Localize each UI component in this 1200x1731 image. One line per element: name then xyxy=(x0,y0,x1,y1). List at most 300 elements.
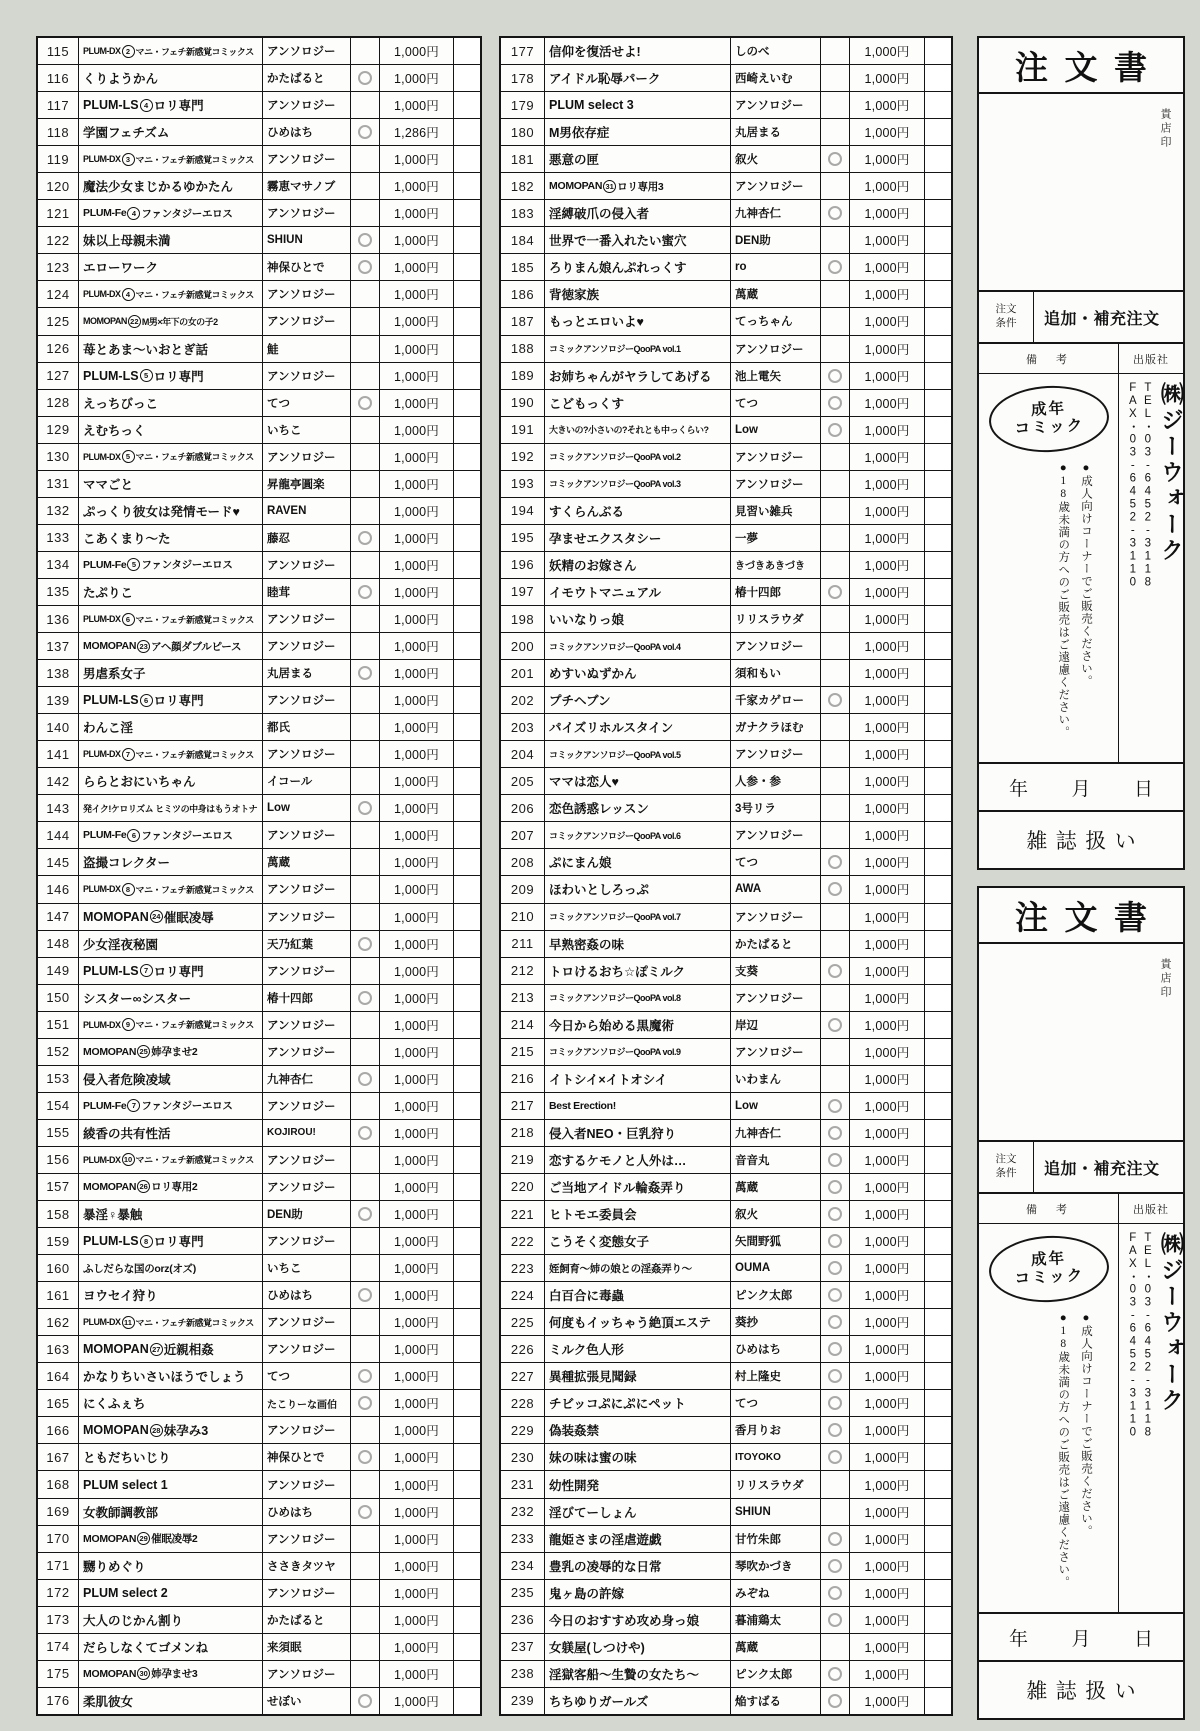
availability-marker-icon xyxy=(828,1153,842,1167)
quantity-box[interactable] xyxy=(454,119,480,145)
quantity-box[interactable] xyxy=(925,119,951,145)
title-cell: 淫獄客船〜生贄の女たち〜 xyxy=(545,1661,731,1687)
availability-marker-icon xyxy=(828,1667,842,1681)
quantity-box[interactable] xyxy=(454,1093,480,1119)
row-number: 119 xyxy=(38,146,79,172)
quantity-box[interactable] xyxy=(454,92,480,118)
circled-number-icon: 7 xyxy=(122,748,135,761)
quantity-box[interactable] xyxy=(925,687,951,713)
quantity-box[interactable] xyxy=(454,606,480,632)
row-number: 135 xyxy=(38,579,79,605)
row-number: 118 xyxy=(38,119,79,145)
quantity-box[interactable] xyxy=(925,714,951,740)
price-cell: 1,000円 xyxy=(380,1444,454,1470)
quantity-box[interactable] xyxy=(454,741,480,767)
title-cell: 淫びてーしょん xyxy=(545,1499,731,1525)
quantity-box[interactable] xyxy=(454,38,480,64)
quantity-box[interactable] xyxy=(925,281,951,307)
circled-number-icon: 3 xyxy=(122,153,135,166)
quantity-box[interactable] xyxy=(925,1580,951,1606)
quantity-box[interactable] xyxy=(454,1039,480,1065)
quantity-box[interactable] xyxy=(925,1309,951,1335)
mark-cell xyxy=(821,444,850,470)
quantity-box[interactable] xyxy=(925,1417,951,1443)
quantity-box[interactable] xyxy=(454,525,480,551)
table-row xyxy=(501,1363,951,1390)
quantity-box[interactable] xyxy=(925,1634,951,1660)
quantity-box[interactable] xyxy=(454,633,480,659)
table-row xyxy=(501,498,951,525)
title-cell: PLUM-Fe 4 ファンタジーエロス xyxy=(79,200,263,226)
mark-cell xyxy=(821,849,850,875)
price-cell: 1,000円 xyxy=(380,822,454,848)
quantity-box[interactable] xyxy=(925,741,951,767)
circled-number-icon: 23 xyxy=(137,640,150,653)
row-number: 134 xyxy=(38,552,79,578)
quantity-box[interactable] xyxy=(925,606,951,632)
author-cell: アンソロジー xyxy=(731,633,821,659)
table-row xyxy=(501,1066,951,1093)
row-number: 164 xyxy=(38,1363,79,1389)
mark-cell xyxy=(821,1255,850,1281)
author-cell: アンソロジー xyxy=(263,1039,351,1065)
title-cell: ママは恋人♥ xyxy=(545,768,731,794)
title-cell: チビッコぷにぷにペット xyxy=(545,1390,731,1416)
date-row[interactable] xyxy=(979,764,1183,812)
quantity-box[interactable] xyxy=(454,579,480,605)
table-row xyxy=(38,633,480,660)
quantity-box[interactable] xyxy=(454,1688,480,1714)
quantity-box[interactable] xyxy=(454,390,480,416)
table-row xyxy=(38,1039,480,1066)
quantity-box[interactable] xyxy=(454,1066,480,1092)
availability-marker-icon xyxy=(828,1694,842,1708)
quantity-box[interactable] xyxy=(454,1607,480,1633)
quantity-box[interactable] xyxy=(454,1282,480,1308)
catalog-table-left xyxy=(36,36,482,1716)
price-cell: 1,000円 xyxy=(850,876,925,902)
author-cell: ひめはち xyxy=(263,1499,351,1525)
quantity-box[interactable] xyxy=(454,876,480,902)
quantity-box[interactable] xyxy=(925,904,951,930)
price-cell: 1,000円 xyxy=(850,985,925,1011)
row-number: 221 xyxy=(501,1201,545,1227)
mark-cell xyxy=(351,444,380,470)
quantity-box[interactable] xyxy=(925,254,951,280)
quantity-box[interactable] xyxy=(925,1093,951,1119)
availability-marker-icon xyxy=(358,1126,372,1140)
quantity-box[interactable] xyxy=(454,363,480,389)
author-cell: せぼい xyxy=(263,1688,351,1714)
row-number: 150 xyxy=(38,985,79,1011)
row-number: 147 xyxy=(38,904,79,930)
quantity-box[interactable] xyxy=(454,1012,480,1038)
quantity-box[interactable] xyxy=(925,660,951,686)
price-cell: 1,000円 xyxy=(850,1390,925,1416)
quantity-box[interactable] xyxy=(925,65,951,91)
quantity-box[interactable] xyxy=(925,1526,951,1552)
quantity-box[interactable] xyxy=(454,1471,480,1497)
quantity-box[interactable] xyxy=(925,1012,951,1038)
quantity-box[interactable] xyxy=(925,1390,951,1416)
mark-cell xyxy=(351,579,380,605)
availability-marker-icon xyxy=(358,1207,372,1221)
price-cell: 1,000円 xyxy=(850,1363,925,1389)
row-number: 167 xyxy=(38,1444,79,1470)
quantity-box[interactable] xyxy=(454,1499,480,1525)
row-number: 169 xyxy=(38,1499,79,1525)
quantity-box[interactable] xyxy=(454,958,480,984)
mark-cell xyxy=(821,254,850,280)
quantity-box[interactable] xyxy=(454,1255,480,1281)
row-number: 182 xyxy=(501,173,545,199)
row-number: 208 xyxy=(501,849,545,875)
quantity-box[interactable] xyxy=(925,768,951,794)
publisher-label: 出版社 xyxy=(1133,1203,1169,1216)
title-cell: PLUM-DX 8 マニ・フェチ新感覚コミックス xyxy=(79,876,263,902)
price-cell: 1,000円 xyxy=(380,1282,454,1308)
quantity-box[interactable] xyxy=(925,958,951,984)
quantity-box[interactable] xyxy=(925,227,951,253)
title-cell: 豊乳の凌辱的な日常 xyxy=(545,1553,731,1579)
table-row xyxy=(501,1282,951,1309)
table-row xyxy=(38,1201,480,1228)
table-row xyxy=(501,849,951,876)
mark-cell xyxy=(821,768,850,794)
quantity-box[interactable] xyxy=(925,931,951,957)
title-cell: 少女淫夜秘園 xyxy=(79,931,263,957)
price-cell: 1,000円 xyxy=(850,1120,925,1146)
remarks-label: 備 考 xyxy=(979,1194,1119,1223)
mark-cell xyxy=(821,606,850,632)
quantity-box[interactable] xyxy=(454,822,480,848)
handling-row: 雑誌扱い xyxy=(1026,1680,1144,1703)
quantity-box[interactable] xyxy=(454,849,480,875)
circled-number-icon: 26 xyxy=(137,1180,150,1193)
quantity-box[interactable] xyxy=(454,1661,480,1687)
quantity-box[interactable] xyxy=(454,336,480,362)
title-cell: 魔法少女まじかるゆかたん xyxy=(79,173,263,199)
quantity-box[interactable] xyxy=(925,849,951,875)
quantity-box[interactable] xyxy=(454,173,480,199)
row-number: 237 xyxy=(501,1634,545,1660)
price-cell: 1,000円 xyxy=(850,741,925,767)
quantity-box[interactable] xyxy=(454,281,480,307)
price-cell: 1,000円 xyxy=(380,1661,454,1687)
availability-marker-icon xyxy=(358,1396,372,1410)
row-number: 144 xyxy=(38,822,79,848)
table-row xyxy=(38,1120,480,1147)
quantity-box[interactable] xyxy=(925,1201,951,1227)
stamp-box[interactable] xyxy=(979,944,1183,1142)
row-number: 126 xyxy=(38,336,79,362)
mark-cell xyxy=(351,146,380,172)
quantity-box[interactable] xyxy=(925,1688,951,1714)
title-cell: ふしだらな国のorz(オズ) xyxy=(79,1255,263,1281)
quantity-box[interactable] xyxy=(454,254,480,280)
quantity-box[interactable] xyxy=(454,1580,480,1606)
mark-cell xyxy=(821,552,850,578)
quantity-box[interactable] xyxy=(925,579,951,605)
author-cell: AWA xyxy=(731,876,821,902)
row-number: 194 xyxy=(501,498,545,524)
row-number: 219 xyxy=(501,1147,545,1173)
author-cell: 村上隆史 xyxy=(731,1363,821,1389)
form-body xyxy=(979,1224,1183,1614)
quantity-box[interactable] xyxy=(925,471,951,497)
quantity-box[interactable] xyxy=(454,308,480,334)
quantity-box[interactable] xyxy=(925,795,951,821)
quantity-box[interactable] xyxy=(454,200,480,226)
table-row xyxy=(38,1390,480,1417)
quantity-box[interactable] xyxy=(454,660,480,686)
price-cell: 1,000円 xyxy=(380,38,454,64)
table-row xyxy=(38,822,480,849)
quantity-box[interactable] xyxy=(925,1444,951,1470)
quantity-box[interactable] xyxy=(454,904,480,930)
row-number: 180 xyxy=(501,119,545,145)
quantity-box[interactable] xyxy=(454,1553,480,1579)
quantity-box[interactable] xyxy=(454,1526,480,1552)
quantity-box[interactable] xyxy=(454,1228,480,1254)
row-number: 153 xyxy=(38,1066,79,1092)
mark-cell xyxy=(351,1066,380,1092)
availability-marker-icon xyxy=(828,855,842,869)
quantity-box[interactable] xyxy=(925,146,951,172)
availability-marker-icon xyxy=(358,666,372,680)
quantity-box[interactable] xyxy=(454,1336,480,1362)
title-cell: 男虐系女子 xyxy=(79,660,263,686)
row-number: 162 xyxy=(38,1309,79,1335)
quantity-box[interactable] xyxy=(925,1553,951,1579)
quantity-box[interactable] xyxy=(454,1417,480,1443)
table-row xyxy=(38,336,480,363)
author-cell: てつ xyxy=(263,390,351,416)
title-cell: 世界で一番入れたい蜜穴 xyxy=(545,227,731,253)
quantity-box[interactable] xyxy=(454,1120,480,1146)
price-cell: 1,000円 xyxy=(380,768,454,794)
notice-adult-corner: ●成人向けコーナーでご販売ください。 xyxy=(1080,462,1092,688)
circled-number-icon: 24 xyxy=(150,910,163,923)
notice-under-18: ●18歳未満の方へのご販売はご遠慮ください。 xyxy=(1057,462,1070,739)
quantity-box[interactable] xyxy=(925,1039,951,1065)
mark-cell xyxy=(351,958,380,984)
mark-cell xyxy=(351,741,380,767)
price-cell: 1,000円 xyxy=(380,1147,454,1173)
quantity-box[interactable] xyxy=(925,985,951,1011)
quantity-box[interactable] xyxy=(925,1120,951,1146)
quantity-box[interactable] xyxy=(925,1471,951,1497)
quantity-box[interactable] xyxy=(925,390,951,416)
quantity-box[interactable] xyxy=(925,200,951,226)
availability-marker-icon xyxy=(828,1261,842,1275)
mark-cell xyxy=(821,1228,850,1254)
price-cell: 1,000円 xyxy=(850,1282,925,1308)
title-cell: 背徳家族 xyxy=(545,281,731,307)
row-number: 178 xyxy=(501,65,545,91)
quantity-box[interactable] xyxy=(454,498,480,524)
quantity-box[interactable] xyxy=(925,1499,951,1525)
date-day-label: 日 xyxy=(1133,1628,1153,1650)
row-number: 209 xyxy=(501,876,545,902)
quantity-box[interactable] xyxy=(454,687,480,713)
author-cell: ITOYOKO xyxy=(731,1444,821,1470)
quantity-box[interactable] xyxy=(925,1174,951,1200)
table-row xyxy=(38,1336,480,1363)
mark-cell xyxy=(351,1444,380,1470)
quantity-box[interactable] xyxy=(925,1228,951,1254)
quantity-box[interactable] xyxy=(925,633,951,659)
quantity-box[interactable] xyxy=(454,1634,480,1660)
author-cell: SHIUN xyxy=(731,1499,821,1525)
quantity-box[interactable] xyxy=(454,714,480,740)
quantity-box[interactable] xyxy=(454,985,480,1011)
price-cell: 1,000円 xyxy=(380,146,454,172)
author-cell: 椿十四郎 xyxy=(263,985,351,1011)
availability-marker-icon xyxy=(358,125,372,139)
table-row xyxy=(38,119,480,146)
availability-marker-icon xyxy=(358,1288,372,1302)
author-cell: アンソロジー xyxy=(731,92,821,118)
title-cell: PLUM-LS 8 ロリ専門 xyxy=(79,1228,263,1254)
mark-cell xyxy=(351,1634,380,1660)
quantity-box[interactable] xyxy=(454,417,480,443)
mark-cell xyxy=(821,579,850,605)
price-cell: 1,000円 xyxy=(850,552,925,578)
table-row xyxy=(38,660,480,687)
quantity-box[interactable] xyxy=(925,1363,951,1389)
row-number: 192 xyxy=(501,444,545,470)
price-cell: 1,000円 xyxy=(380,660,454,686)
quantity-box[interactable] xyxy=(925,1661,951,1687)
row-number: 210 xyxy=(501,904,545,930)
quantity-box[interactable] xyxy=(925,38,951,64)
row-number: 191 xyxy=(501,417,545,443)
quantity-box[interactable] xyxy=(925,92,951,118)
row-number: 223 xyxy=(501,1255,545,1281)
circled-number-icon: 6 xyxy=(140,694,153,707)
quantity-box[interactable] xyxy=(454,1201,480,1227)
table-row xyxy=(501,714,951,741)
quantity-box[interactable] xyxy=(925,336,951,362)
title-cell: コミックアンソロジーQooPA vol.7 xyxy=(545,904,731,930)
table-row xyxy=(501,336,951,363)
price-cell: 1,000円 xyxy=(850,38,925,64)
price-cell: 1,286円 xyxy=(380,119,454,145)
author-cell: ひめはち xyxy=(731,1336,821,1362)
row-number: 239 xyxy=(501,1688,545,1714)
author-cell: 睦茸 xyxy=(263,579,351,605)
price-cell: 1,000円 xyxy=(850,1553,925,1579)
row-number: 230 xyxy=(501,1444,545,1470)
quantity-box[interactable] xyxy=(925,1255,951,1281)
quantity-box[interactable] xyxy=(925,822,951,848)
date-row[interactable] xyxy=(979,1614,1183,1662)
row-number: 173 xyxy=(38,1607,79,1633)
quantity-box[interactable] xyxy=(454,552,480,578)
table-row xyxy=(38,1363,480,1390)
quantity-box[interactable] xyxy=(454,146,480,172)
title-cell: PLUM-DX 11 マニ・フェチ新感覚コミックス xyxy=(79,1309,263,1335)
mark-cell xyxy=(351,498,380,524)
circled-number-icon: 11 xyxy=(122,1316,135,1329)
mark-cell xyxy=(821,336,850,362)
quantity-box[interactable] xyxy=(454,1147,480,1173)
quantity-box[interactable] xyxy=(925,498,951,524)
circled-number-icon: 7 xyxy=(140,964,153,977)
quantity-box[interactable] xyxy=(454,768,480,794)
table-row xyxy=(38,1066,480,1093)
circled-number-icon: 8 xyxy=(140,1235,153,1248)
quantity-box[interactable] xyxy=(454,1174,480,1200)
table-row xyxy=(38,1282,480,1309)
quantity-box[interactable] xyxy=(925,1282,951,1308)
quantity-box[interactable] xyxy=(454,444,480,470)
mark-cell xyxy=(351,1336,380,1362)
quantity-box[interactable] xyxy=(454,931,480,957)
quantity-box[interactable] xyxy=(925,1147,951,1173)
quantity-box[interactable] xyxy=(454,1309,480,1335)
author-cell: アンソロジー xyxy=(263,1417,351,1443)
mark-cell xyxy=(821,1688,850,1714)
table-row xyxy=(38,1147,480,1174)
availability-marker-icon xyxy=(828,396,842,410)
mark-cell xyxy=(821,822,850,848)
price-cell: 1,000円 xyxy=(380,227,454,253)
row-number: 211 xyxy=(501,931,545,957)
author-cell: アンソロジー xyxy=(263,92,351,118)
table-row xyxy=(38,741,480,768)
quantity-box[interactable] xyxy=(454,1363,480,1389)
quantity-box[interactable] xyxy=(454,1390,480,1416)
row-number: 214 xyxy=(501,1012,545,1038)
title-cell: MOMOPAN 24 催眠凌辱 xyxy=(79,904,263,930)
title-cell: MOMOPAN 28 妹孕み3 xyxy=(79,1417,263,1443)
table-row xyxy=(501,1039,951,1066)
quantity-box[interactable] xyxy=(925,173,951,199)
quantity-box[interactable] xyxy=(925,1066,951,1092)
author-cell: アンソロジー xyxy=(263,741,351,767)
quantity-box[interactable] xyxy=(925,876,951,902)
stamp-box[interactable] xyxy=(979,94,1183,292)
title-cell: ららとおにいちゃん xyxy=(79,768,263,794)
quantity-box[interactable] xyxy=(454,1444,480,1470)
row-number: 151 xyxy=(38,1012,79,1038)
mark-cell xyxy=(821,1363,850,1389)
row-number: 200 xyxy=(501,633,545,659)
table-row xyxy=(38,1444,480,1471)
price-cell: 1,000円 xyxy=(850,1174,925,1200)
quantity-box[interactable] xyxy=(925,308,951,334)
quantity-box[interactable] xyxy=(925,444,951,470)
table-row xyxy=(38,390,480,417)
quantity-box[interactable] xyxy=(925,525,951,551)
quantity-box[interactable] xyxy=(454,795,480,821)
quantity-box[interactable] xyxy=(925,1607,951,1633)
table-row xyxy=(501,633,951,660)
quantity-box[interactable] xyxy=(925,417,951,443)
quantity-box[interactable] xyxy=(454,471,480,497)
quantity-box[interactable] xyxy=(925,363,951,389)
quantity-box[interactable] xyxy=(454,65,480,91)
quantity-box[interactable] xyxy=(925,1336,951,1362)
author-cell: アンソロジー xyxy=(731,1039,821,1065)
author-cell: DEN助 xyxy=(263,1201,351,1227)
quantity-box[interactable] xyxy=(454,227,480,253)
table-row xyxy=(501,1580,951,1607)
author-cell: 西崎えいむ xyxy=(731,65,821,91)
quantity-box[interactable] xyxy=(925,552,951,578)
